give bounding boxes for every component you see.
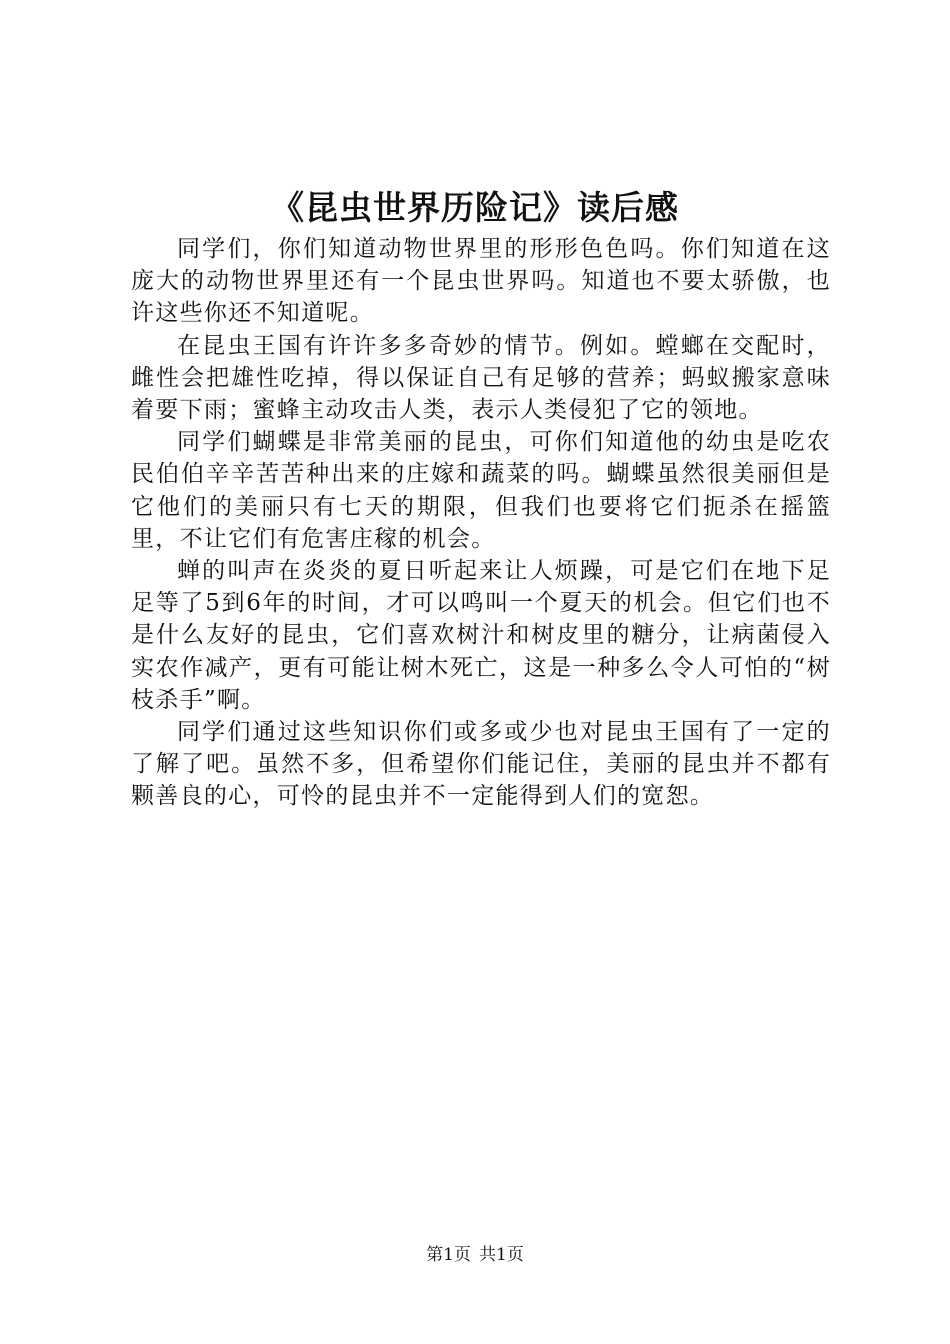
document-title: 《昆虫世界历险记》读后感 (271, 188, 679, 227)
document-body (131, 233, 831, 813)
page-number: 第1页 (426, 1245, 471, 1265)
paragraph: 蝉的叫声在炎炎的夏日听起来让人烦躁，可是它们在地下足足等了5到6年的时间，才可以鸣叫一个夏天的机会。但它们也不是什么友好的昆虫，它们喜欢树汁和树皮里的糖分，让病菌侵入实农作减产，更有可能让树木死亡，这是一种多么令人可怕的“树枝杀手”啊。 (131, 558, 831, 713)
paragraph: 同学们，你们知道动物世界里的形形色色吗。你们知道在这庞大的动物世界里还有一个昆虫世界吗。知道也不要太骄傲，也许这些你还不知道呢。 (131, 236, 831, 327)
paragraph: 在昆虫王国有许许多多奇妙的情节。例如。螳螂在交配时，雌性会把雄性吃掉，得以保证自己有足够的营养；蚂蚁搬家意味着要下雨；蜜蜂主动攻击人类，表示人类侵犯了它的领地。 (131, 332, 831, 424)
page-footer (0, 1244, 950, 1266)
paragraph: 同学们蝴蝶是非常美丽的昆虫，可你们知道他的幼虫是吃农民伯伯辛辛苦苦种出来的庄嫁和蔬菜的吗。蝴蝶虽然很美丽但是它他们的美丽只有七天的期限，但我们也要将它们扼杀在摇篮里，不让它们有危害庄稼的机会。 (131, 429, 831, 552)
page-total: 共1页 (479, 1245, 524, 1265)
paragraph: 同学们通过这些知识你们或多或少也对昆虫王国有了一定的了解了吧。虽然不多，但希望你们能记住，美丽的昆虫并不都有颗善良的心，可怜的昆虫并不一定能得到人们的宽恕。 (131, 719, 831, 810)
